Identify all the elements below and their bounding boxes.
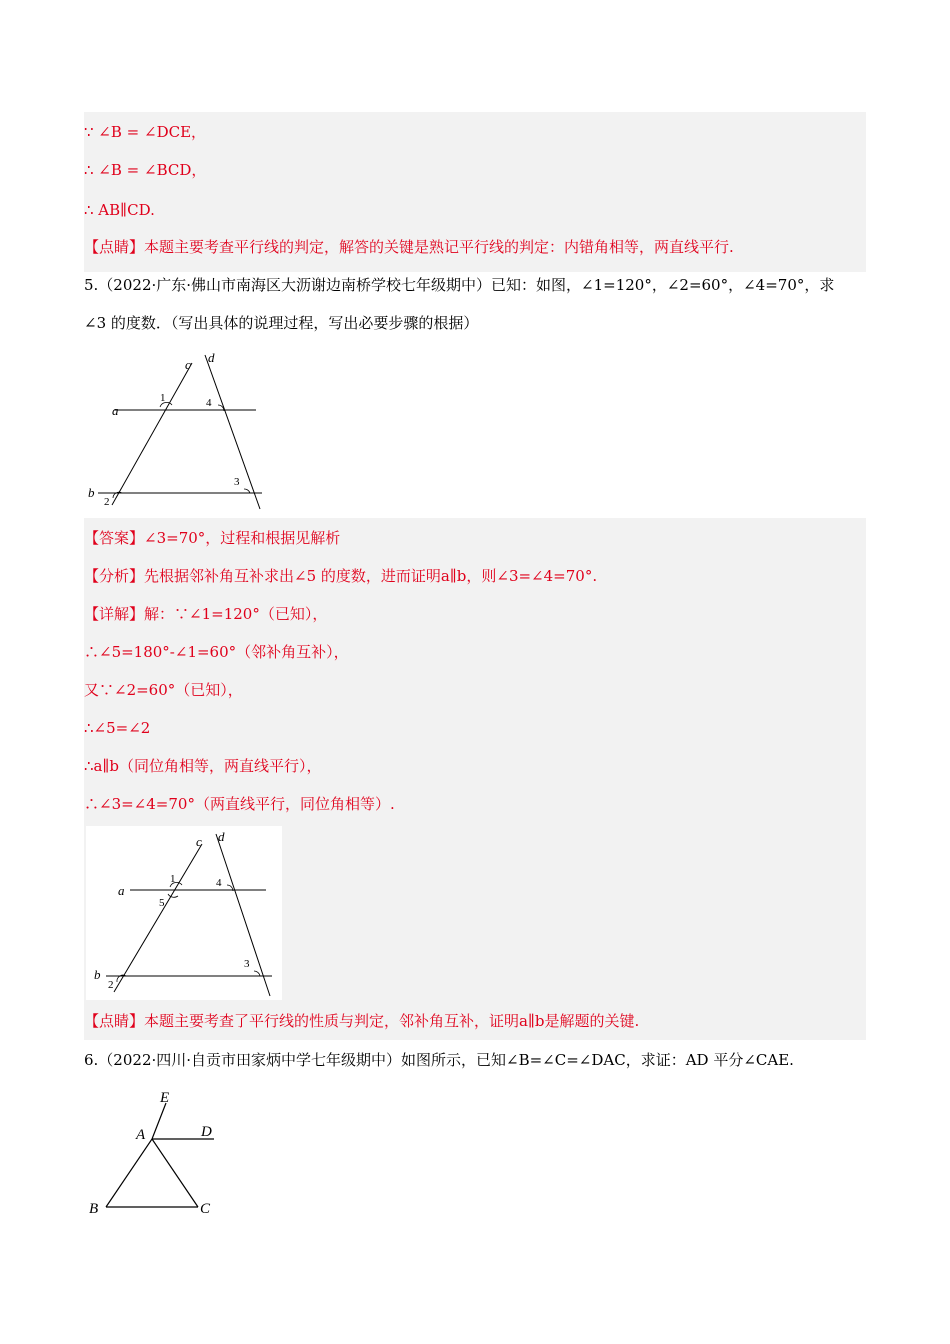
segment-AB bbox=[106, 1139, 152, 1207]
angle-5-arc bbox=[168, 894, 178, 897]
label-A: A bbox=[136, 1127, 146, 1143]
label-a: a bbox=[112, 403, 119, 418]
q5-detail-line: ∴a∥b（同位角相等，两直线平行）， bbox=[84, 757, 322, 775]
label-d: d bbox=[218, 829, 225, 844]
comment-text: 本题主要考查平行线的判定，解答的关键是熟记平行线的判定：内错角相等，两直线平行. bbox=[144, 238, 734, 256]
ray-AE bbox=[152, 1103, 166, 1139]
label-b: b bbox=[94, 967, 101, 982]
label-4: 4 bbox=[216, 877, 222, 889]
comment-tag: 【点睛】 bbox=[84, 238, 145, 256]
prev-comment bbox=[84, 237, 866, 257]
q5-detail-line: ∴∠5=180°-∠1=60°（邻补角互补）， bbox=[84, 643, 349, 661]
label-1: 1 bbox=[170, 873, 176, 885]
q5-detail-line: ∴∠5=∠2 bbox=[84, 719, 151, 737]
label-b: b bbox=[88, 485, 95, 500]
prev-solution-line: ∵ ∠B = ∠DCE， bbox=[84, 123, 207, 141]
q5-comment bbox=[84, 1011, 866, 1031]
label-B: B bbox=[89, 1201, 99, 1217]
angle-3-arc bbox=[244, 489, 250, 493]
label-E: E bbox=[160, 1090, 170, 1106]
label-2: 2 bbox=[108, 979, 114, 991]
q6-stem: 6.（2022·四川·自贡市田家炳中学七年级期中）如图所示，已知∠B=∠C=∠DAC，求证：AD 平分∠CAE. bbox=[84, 1051, 794, 1069]
detail-tag: 【详解】 bbox=[84, 605, 145, 623]
label-D: D bbox=[201, 1124, 212, 1140]
label-c: c bbox=[196, 834, 202, 849]
angle-3-arc bbox=[254, 971, 260, 976]
line-c bbox=[114, 844, 202, 992]
label-3: 3 bbox=[234, 476, 240, 488]
analysis-text: 先根据邻补角互补求出∠5 的度数，进而证明a∥b，则∠3=∠4=70°. bbox=[144, 567, 598, 585]
label-c: c bbox=[185, 357, 191, 372]
answer-tag: 【答案】 bbox=[84, 529, 145, 547]
label-5: 5 bbox=[159, 897, 165, 909]
comment-text: 本题主要考查了平行线的性质与判定，邻补角互补，证明a∥b是解题的关键. bbox=[144, 1012, 640, 1030]
analysis-tag: 【分析】 bbox=[84, 567, 145, 585]
q5-detail bbox=[84, 604, 866, 624]
prev-solution-line: ∴ ∠B = ∠BCD， bbox=[84, 161, 207, 179]
q6-figure bbox=[84, 1085, 234, 1225]
label-C: C bbox=[200, 1201, 211, 1217]
answer-text: ∠3=70°，过程和根据见解析 bbox=[144, 529, 341, 547]
q5-figure bbox=[84, 345, 274, 517]
label-a: a bbox=[118, 883, 125, 898]
q5-answer bbox=[84, 528, 866, 548]
label-1: 1 bbox=[160, 392, 166, 404]
label-3: 3 bbox=[244, 958, 250, 970]
detail-line: 解：∵∠1=120°（已知）， bbox=[144, 605, 328, 623]
line-d bbox=[216, 834, 270, 996]
q5-analysis bbox=[84, 566, 866, 586]
line-c bbox=[112, 363, 192, 505]
q5-detail-line: 又∵∠2=60°（已知）， bbox=[84, 681, 243, 699]
label-4: 4 bbox=[206, 397, 212, 409]
label-2: 2 bbox=[104, 496, 110, 508]
prev-solution-line: ∴ AB∥CD. bbox=[84, 201, 155, 219]
q5-solution-figure bbox=[86, 826, 282, 1000]
segment-AC bbox=[152, 1139, 198, 1207]
q5-detail-line: ∴∠3=∠4=70°（两直线平行，同位角相等）. bbox=[84, 795, 395, 813]
label-d: d bbox=[208, 350, 215, 365]
line-d bbox=[205, 355, 260, 509]
q5-stem-line2: ∠3 的度数．（写出具体的说理过程，写出必要步骤的根据） bbox=[84, 314, 479, 332]
q5-stem-line1: 5.（2022·广东·佛山市南海区大沥谢边南桥学校七年级期中）已知：如图，∠1=120°，∠2=60°，∠4=70°，求 bbox=[84, 276, 835, 294]
comment-tag: 【点睛】 bbox=[84, 1012, 145, 1030]
